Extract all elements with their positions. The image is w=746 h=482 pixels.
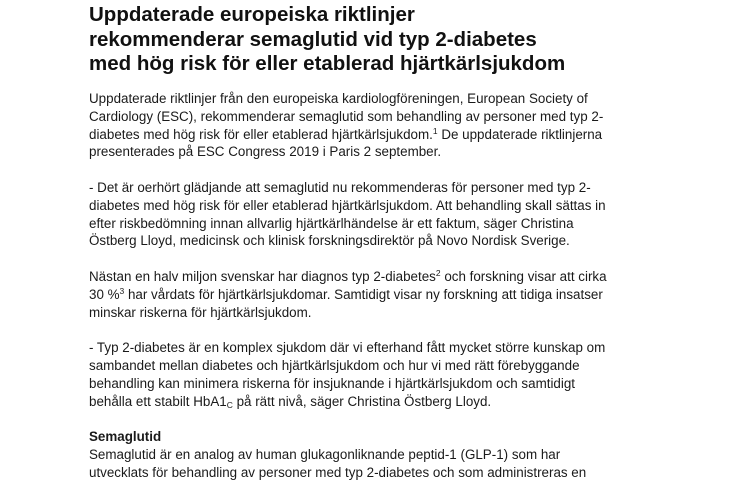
footnote-ref-2: 2 (435, 267, 441, 278)
text-line: - Typ 2-diabetes är en komplex sjukdom där vi efterhand fått mycket större kunskap om (89, 340, 606, 356)
footnote-ref-1: 1 (432, 125, 438, 136)
text-segment: De uppdaterade riktlinjerna (437, 126, 603, 142)
text-line (89, 268, 739, 286)
subscript: C (226, 399, 233, 410)
headline-line: Uppdaterade europeiska riktlinjer (89, 3, 415, 26)
text-segment: och forskning visar att cirka (440, 268, 607, 284)
text-line: Semaglutid är en analog av human glukagonliknande peptid-1 (GLP-1) som har (89, 446, 561, 462)
text-line: behandling kan minimera riskerna för insjuknande i hjärtkärlsjukdom och samtidigt (89, 375, 576, 391)
text-line: minskar riskerna för hjärtkärlsjukdom. (89, 304, 312, 320)
text-line (89, 286, 739, 304)
headline (89, 3, 729, 77)
headline-line: rekommenderar semaglutid vid typ 2-diabetes (89, 27, 537, 51)
text-segment: på rätt nivå, säger Christina Östberg Lloyd. (232, 393, 492, 409)
text-line: - Det är oerhört glädjande att semaglutid nu rekommenderas för personer med typ 2- (89, 179, 591, 195)
text-line: Cardiology (ESC), rekommenderar semaglutid som behandling av personer med typ 2- (89, 108, 604, 124)
text-segment: 30 % (89, 286, 120, 302)
text-segment: har vårdats för hjärtkärlsjukdomar. Samtidigt visar ny forskning att tidiga insatser (124, 286, 603, 302)
footnote-ref-3: 3 (119, 285, 125, 296)
article-body (89, 90, 739, 482)
text-segment: diabetes med hög risk för eller etablerad hjärtkärlsjukdom. (89, 126, 433, 142)
text-line: Uppdaterade riktlinjer från den europeiska kardiologföreningen, European Society of (89, 91, 588, 106)
quote-paragraph (89, 179, 739, 250)
semaglutid-section (89, 428, 739, 481)
text-segment: Nästan en halv miljon svenskar har diagnos typ 2-diabetes (89, 268, 436, 284)
text-line (89, 126, 739, 144)
text-line: diabetes med hög risk för eller etablerad hjärtkärlsjukdom. Att behandling skall sättas in (89, 197, 606, 213)
text-line: efter riskbedömning innan allvarlig hjärtkärlhändelse är ett faktum, säger Christina (89, 215, 574, 231)
text-line: utvecklats för behandling av personer med typ 2-diabetes och som administreras en (89, 464, 587, 480)
text-line: presenterades på ESC Congress 2019 i Paris 2 september. (89, 144, 442, 160)
quote-paragraph-2 (89, 339, 739, 410)
headline-line: med hög risk för eller etablerad hjärtkärlsjukdom (89, 52, 566, 75)
statistics-paragraph (89, 268, 739, 321)
text-segment: behålla ett stabilt HbA1 (89, 393, 227, 409)
text-line (89, 393, 739, 411)
intro-paragraph (89, 90, 739, 161)
section-heading: Semaglutid (89, 429, 162, 445)
text-line: Östberg Lloyd, medicinsk och klinisk forskningsdirektör på Novo Nordisk Sverige. (89, 233, 570, 249)
text-line: sambandet mellan diabetes och hjärtkärlsjukdom och hur vi med rätt förebyggande (89, 357, 580, 373)
